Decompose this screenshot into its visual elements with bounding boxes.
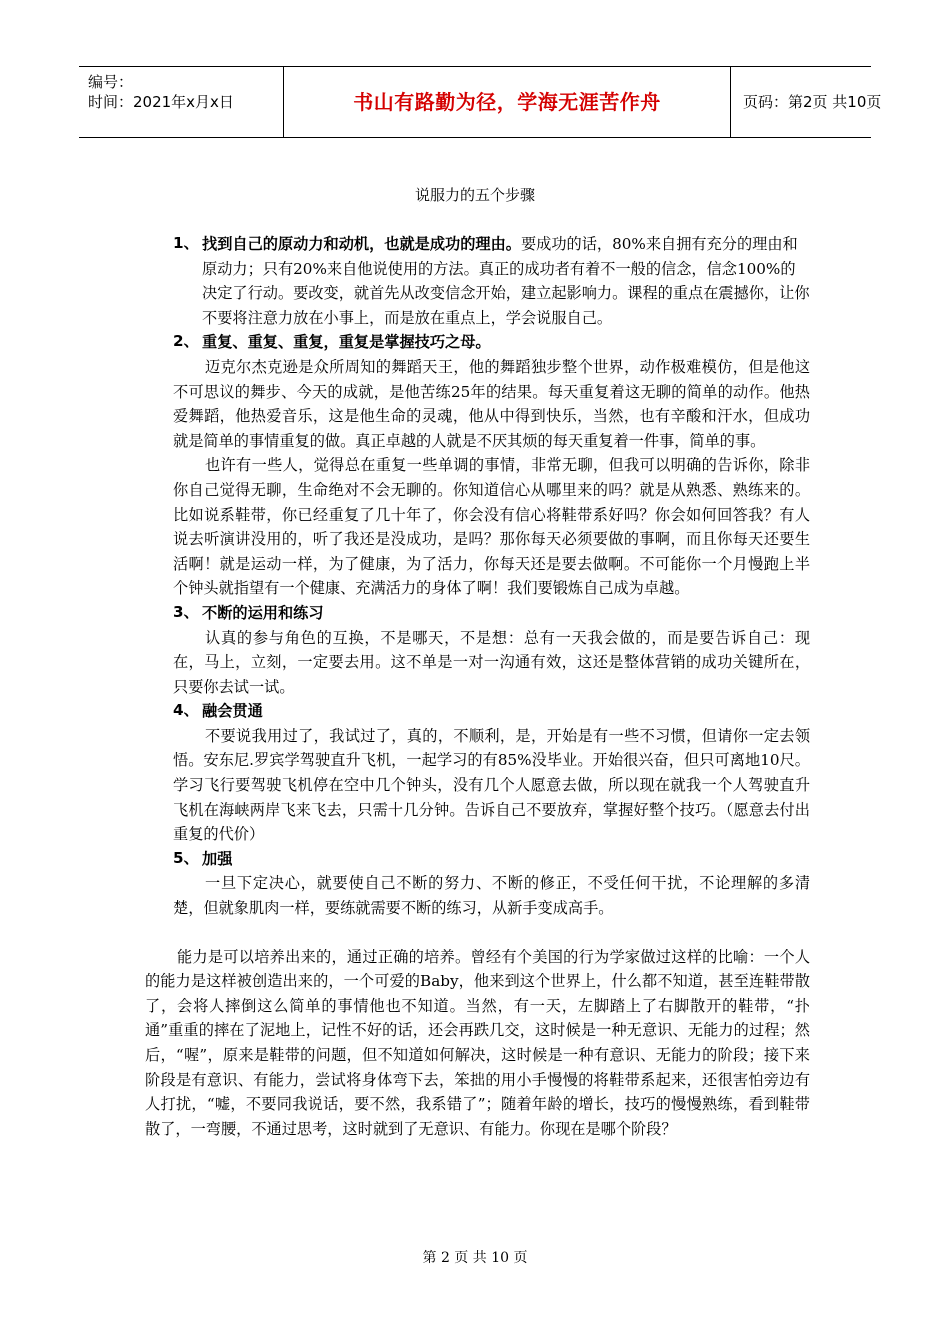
step-2-paragraph-1: 迈克尔杰克逊是众所周知的舞蹈天王，他的舞蹈独步整个世界，动作极难模仿，但是他这不可思议的舞步、今天的成就，是他苦练25年的结果。每天重复着这无聊的简单的动作。他热爱舞蹈，他热爱音乐，这是他生命的灵魂，他从中得到快乐，当然，也有辛酸和汗水，但成功就是简单的事情重复的做。真正卓越的人就是不厌其烦的每天重复着一件事，简单的事。 (173, 357, 810, 450)
header-page-label: 页码：第2页 共10页 (743, 93, 882, 111)
step-1-heading: 找到自己的原动力和动机，也就是成功的理由。 (202, 235, 521, 253)
step-1-text: 要成功的话，80%来自拥有充分的理由和原动力；只有20%来自他说使用的方法。真正的成功者有着不一般的信念，信念100%的决定了行动。要改变，就首先从改变信念开始，建立起影响力。课程的重点在震撼你，让你不要将注意力放在小事上，而是放在重点上，学会说服自己。 (202, 235, 810, 327)
step-5-number: 5、 (173, 848, 199, 867)
date-label: 时间：2021年x月x日 (88, 93, 234, 111)
step-1-number: 1、 (173, 234, 199, 252)
step-3-number: 3、 (173, 602, 199, 621)
step-3-heading-row (0, 601, 810, 626)
document-title: 说服力的五个步骤 (414, 186, 535, 204)
page-header (79, 66, 882, 138)
step-2-paragraph-2: 也许有一些人，觉得总在重复一些单调的事情，非常无聊，但我可以明确的告诉你，除非你自己觉得无聊，生命绝对不会无聊的。你知道信心从哪里来的吗？就是从熟悉、熟练来的。比如说系鞋带，你已经重复了几十年了，你会没有信心将鞋带系好吗？你会如何回答我？有人说去听演讲没用的，听了我还是没成功，是吗？那你每天必须要做的事啊，而且你每天还要生活啊！就是运动一样，为了健康，为了活力，你每天还是要去做啊。不可能你一个月慢跑上半个钟头就指望有一个健康、充满活力的身体了啊！我们要锻炼自己成为卓越。 (173, 456, 810, 598)
header-meta (79, 67, 283, 137)
header-motto: 书山有路勤为径，学海无涯苦作舟 (283, 67, 731, 137)
step-5-heading-row (0, 847, 810, 872)
step-1 (0, 232, 810, 330)
step-3-paragraph: 认真的参与角色的互换，不是哪天，不是想：总有一天我会做的，而是要告诉自己：现在，马上，立刻，一定要去用。这不单是一对一沟通有效，这还是整体营销的成功关键所在，只要你去试一试。 (173, 628, 810, 696)
step-5-heading: 加强 (202, 849, 233, 868)
step-4-paragraph: 不要说我用过了，我试过了，真的，不顺利，是，开始是有一些不习惯，但请你一定去领悟。安东尼.罗宾学驾驶直升飞机，一起学习的有85%没毕业。开始很兴奋，但只可离地10尺。学习飞行要驾驶飞机停在空中几个钟头，没有几个人愿意去做，所以现在就我一个人驾驶直升飞机在海峡两岸飞来飞去，只需十几分钟。告诉自己不要放弃，掌握好整个技巧。（愿意去付出重复的代价） (173, 726, 810, 844)
code-label: 编号： (88, 73, 134, 91)
step-2-heading-row (0, 330, 810, 355)
page-footer: 第 2 页 共 10 页 (422, 1250, 528, 1266)
document-body (0, 232, 950, 1141)
spacer (0, 921, 950, 945)
step-4-heading: 融会贯通 (202, 702, 263, 721)
step-4-number: 4、 (173, 701, 199, 720)
step-2-heading: 重复、重复、重复，重复是掌握技巧之母。 (202, 333, 491, 352)
step-4-heading-row (0, 699, 810, 724)
step-3-heading: 不断的运用和练习 (202, 603, 324, 622)
closing-paragraph: 能力是可以培养出来的，通过正确的培养。曾经有个美国的行为学家做过这样的比喻：一个人的能力是这样被创造出来的，一个可爱的Baby，他来到这个世界上，什么都不知道，甚至连鞋带散了，会将人摔倒这么简单的事情他也不知道。当然，有一天，左脚踏上了右脚散开的鞋带，“扑通”重重的摔在了泥地上，记性不好的话，还会再跌几交，这时候是一种无意识、无能力的过程；然后，“喔”，原来是鞋带的问题，但不知道如何解决，这时候是一种有意识、无能力的阶段；接下来阶段是有意识、有能力，尝试将身体弯下去，笨拙的用小手慢慢的将鞋带系起来，还很害怕旁边有人打扰，“嘘，不要同我说话，要不然，我系错了”；随着年龄的增长，技巧的慢慢熟练，看到鞋带散了，一弯腰，不通过思考，这时就到了无意识、有能力。你现在是哪个阶段？ (145, 947, 810, 1138)
step-2-number: 2、 (173, 332, 199, 351)
step-5-paragraph: 一旦下定决心，就要使自己不断的努力、不断的修正，不受任何干扰，不论理解的多清楚，但就象肌肉一样，要练就需要不断的练习，从新手变成高手。 (173, 874, 810, 918)
